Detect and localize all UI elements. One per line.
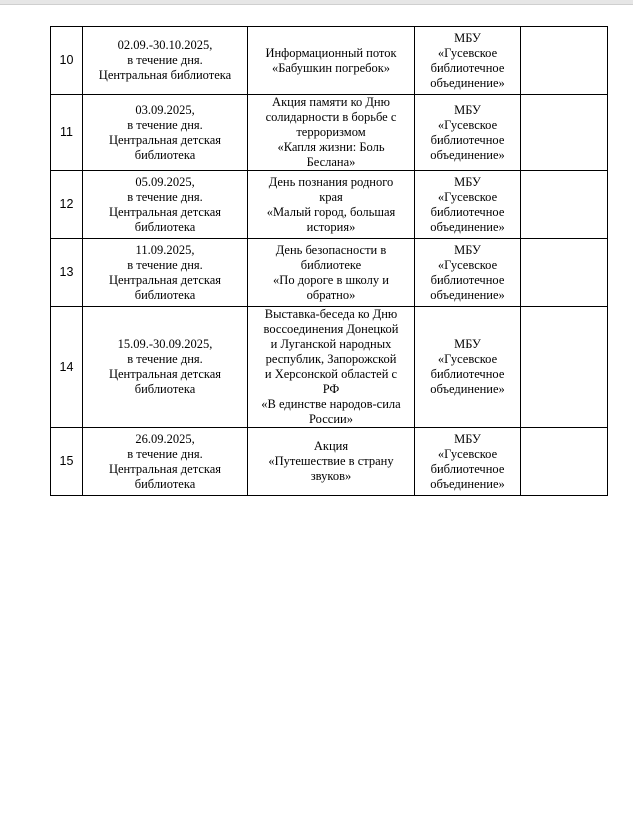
organizer-cell: МБУ «Гусевское библиотечное объединение» xyxy=(415,239,521,307)
empty-cell xyxy=(521,171,608,239)
window-top-bar xyxy=(0,0,633,5)
row-number: 15 xyxy=(51,428,83,496)
empty-cell xyxy=(521,27,608,95)
row-number: 10 xyxy=(51,27,83,95)
events-table xyxy=(50,26,608,496)
empty-cell xyxy=(521,95,608,171)
event-cell: Информационный поток «Бабушкин погребок» xyxy=(248,27,415,95)
organizer-cell: МБУ «Гусевское библиотечное объединение» xyxy=(415,428,521,496)
organizer-cell: МБУ «Гусевское библиотечное объединение» xyxy=(415,95,521,171)
date-place-cell: 26.09.2025, в течение дня. Центральная детская библиотека xyxy=(83,428,248,496)
empty-cell xyxy=(521,239,608,307)
row-number: 11 xyxy=(51,95,83,171)
row-number: 14 xyxy=(51,307,83,428)
organizer-cell: МБУ «Гусевское библиотечное объединение» xyxy=(415,27,521,95)
date-place-cell: 05.09.2025, в течение дня. Центральная детская библиотека xyxy=(83,171,248,239)
table-row xyxy=(51,428,608,496)
event-cell: День безопасности в библиотеке «По дороге в школу и обратно» xyxy=(248,239,415,307)
empty-cell xyxy=(521,428,608,496)
date-place-cell: 11.09.2025, в течение дня. Центральная детская библиотека xyxy=(83,239,248,307)
table-row xyxy=(51,307,608,428)
event-cell: День познания родного края «Малый город, большая история» xyxy=(248,171,415,239)
table-row xyxy=(51,171,608,239)
event-cell: Выставка-беседа ко Дню воссоединения Донецкой и Луганской народных республик, Запорожской и Херсонской областей с РФ «В единстве народов-сила России» xyxy=(248,307,415,428)
empty-cell xyxy=(521,307,608,428)
date-place-cell: 15.09.-30.09.2025, в течение дня. Центральная детская библиотека xyxy=(83,307,248,428)
date-place-cell: 03.09.2025, в течение дня. Центральная детская библиотека xyxy=(83,95,248,171)
event-cell: Акция «Путешествие в страну звуков» xyxy=(248,428,415,496)
row-number: 12 xyxy=(51,171,83,239)
organizer-cell: МБУ «Гусевское библиотечное объединение» xyxy=(415,171,521,239)
organizer-cell: МБУ «Гусевское библиотечное объединение» xyxy=(415,307,521,428)
row-number: 13 xyxy=(51,239,83,307)
date-place-cell: 02.09.-30.10.2025, в течение дня. Центральная библиотека xyxy=(83,27,248,95)
table-row xyxy=(51,95,608,171)
table-row xyxy=(51,27,608,95)
event-cell: Акция памяти ко Дню солидарности в борьбе с терроризмом «Капля жизни: Боль Беслана» xyxy=(248,95,415,171)
table-row xyxy=(51,239,608,307)
